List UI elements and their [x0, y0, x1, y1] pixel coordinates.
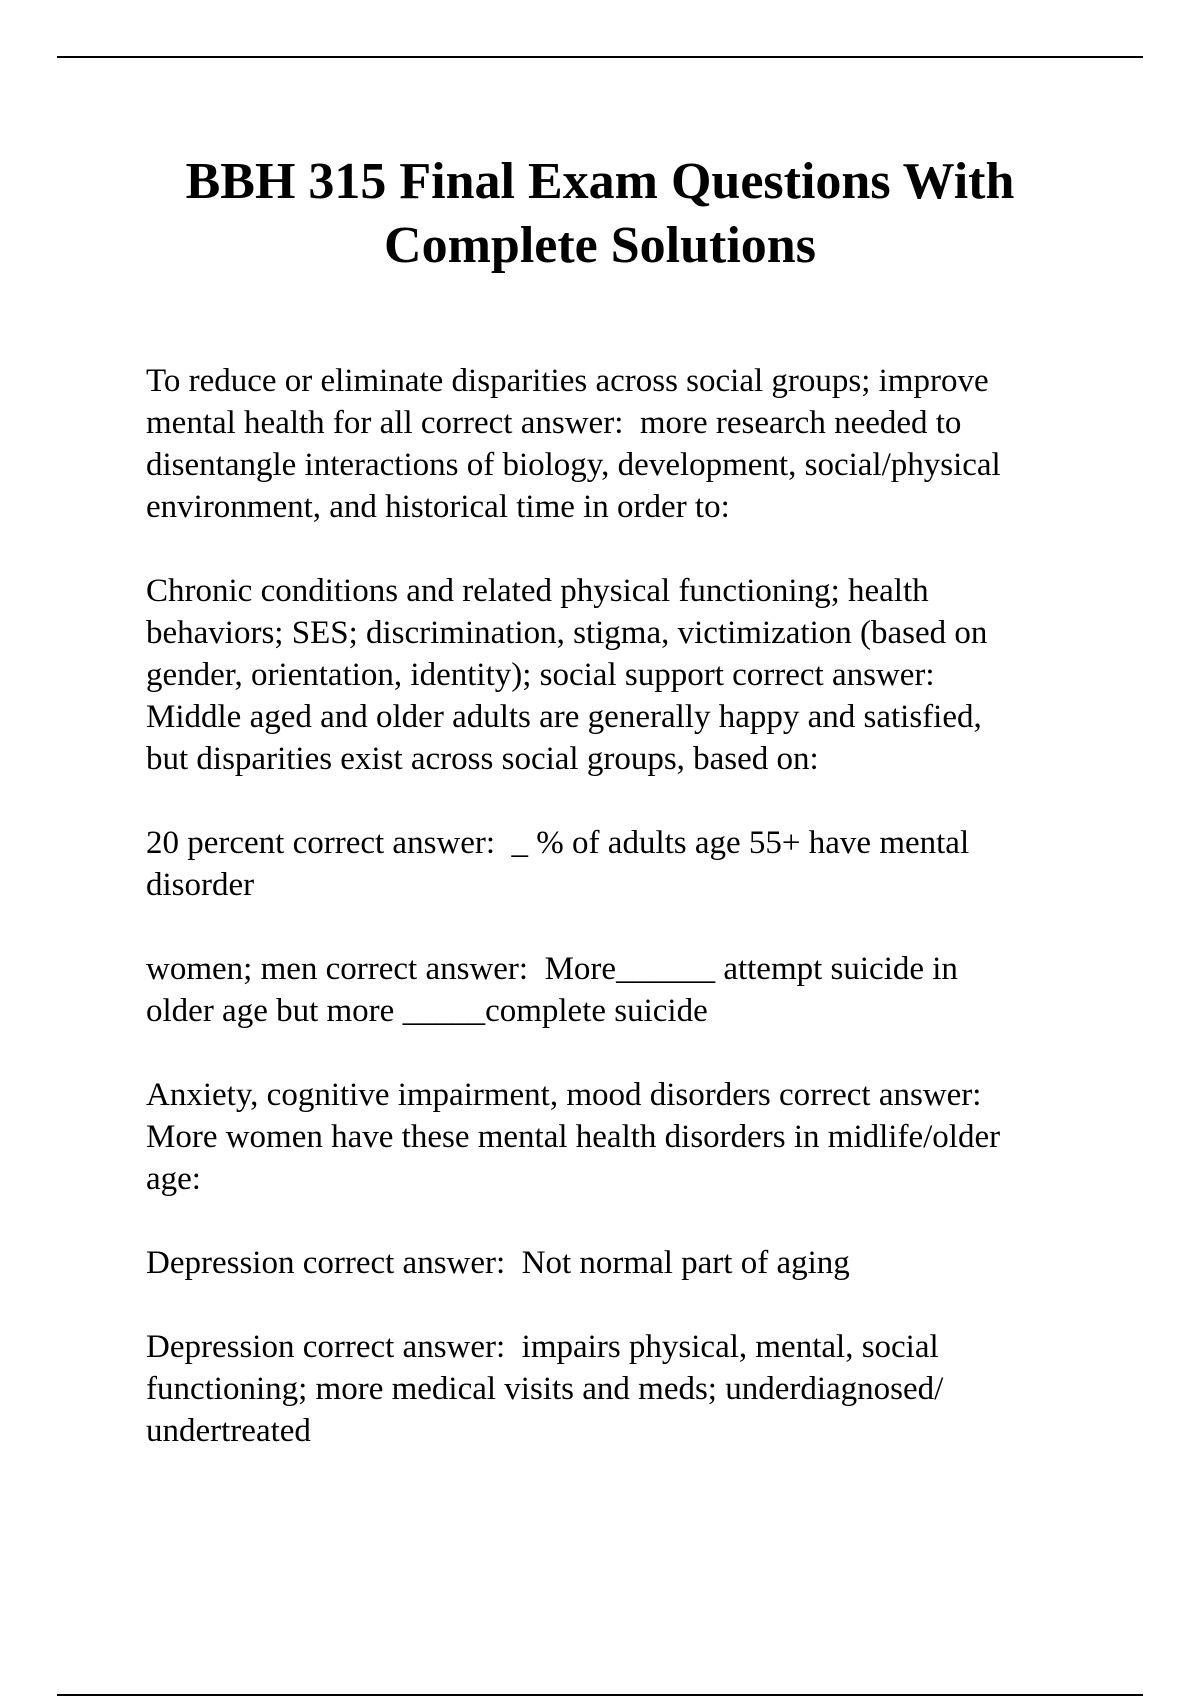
qa-entry-1 [146, 360, 1106, 528]
top-rule [57, 56, 1143, 58]
qa-entry-4 [146, 948, 1106, 1032]
qa-line: behaviors; SES; discrimination, stigma, victimization (based on [146, 615, 988, 651]
qa-line: gender, orientation, identity); social support correct answer: [146, 657, 935, 693]
qa-entry-3 [146, 822, 1106, 906]
qa-line: Depression correct answer: impairs physical, mental, social [146, 1329, 939, 1365]
qa-line: mental health for all correct answer: more research needed to [146, 405, 962, 441]
qa-entry-6 [146, 1242, 1106, 1284]
qa-line: Depression correct answer: Not normal part of aging [146, 1245, 850, 1281]
qa-line: More women have these mental health disorders in midlife/older [146, 1119, 1001, 1155]
qa-line: disentangle interactions of biology, development, social/physical [146, 447, 1001, 483]
qa-line: but disparities exist across social groups, based on: [146, 741, 819, 777]
qa-line: To reduce or eliminate disparities across social groups; improve [146, 363, 989, 399]
qa-line: older age but more _____complete suicide [146, 993, 708, 1029]
qa-line: functioning; more medical visits and meds; underdiagnosed/ [146, 1371, 944, 1407]
qa-line: undertreated [146, 1413, 311, 1449]
qa-entry-5 [146, 1074, 1106, 1200]
qa-line: Middle aged and older adults are generally happy and satisfied, [146, 699, 982, 735]
qa-line: age: [146, 1161, 201, 1197]
title-line-2: Complete Solutions [384, 217, 816, 274]
qa-entry-7 [146, 1326, 1106, 1452]
qa-line: disorder [146, 867, 255, 903]
qa-line: environment, and historical time in order to: [146, 489, 730, 525]
qa-line: 20 percent correct answer: _ % of adults age 55+ have mental [146, 825, 970, 861]
title-line-1: BBH 315 Final Exam Questions With [185, 153, 1015, 210]
qa-line: women; men correct answer: More______ attempt suicide in [146, 951, 958, 987]
qa-line: Anxiety, cognitive impairment, mood disorders correct answer: [146, 1077, 982, 1113]
qa-line: Chronic conditions and related physical functioning; health [146, 573, 929, 609]
qa-list [146, 360, 1106, 1494]
qa-entry-2 [146, 570, 1106, 780]
bottom-rule [57, 1694, 1143, 1696]
document-title [100, 150, 1100, 278]
